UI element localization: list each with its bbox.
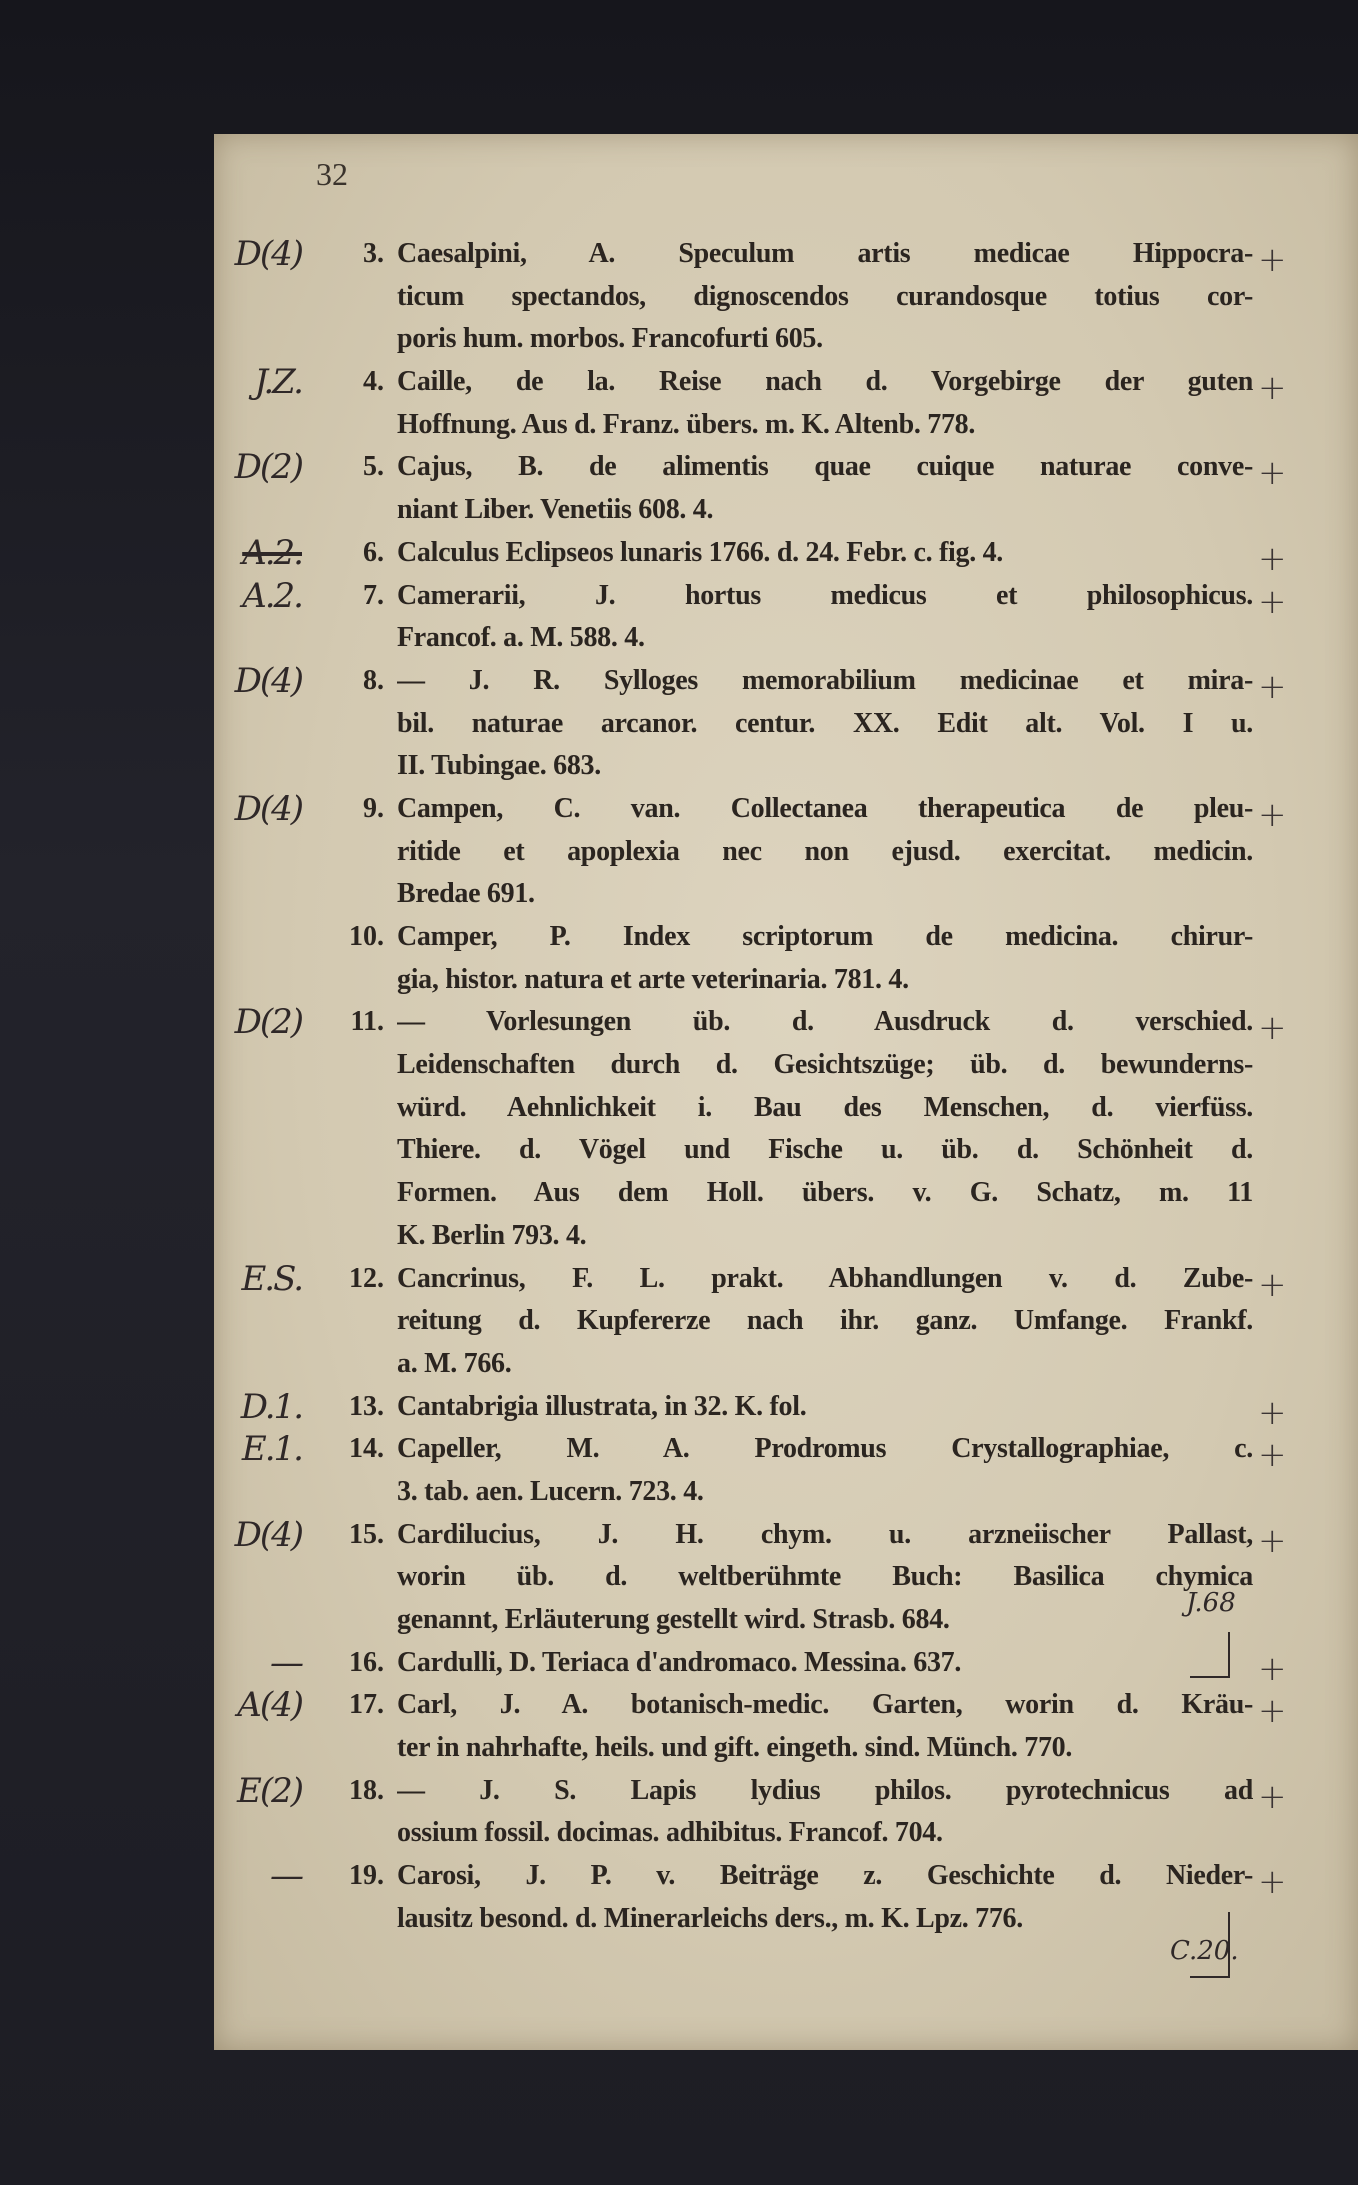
bibliography-entry <box>0 921 1358 1006</box>
bibliography-entry <box>0 362 1358 451</box>
entry-text-line: Campen, C. van. Collectanea therapeutica de pleu- <box>397 792 1253 824</box>
handwritten-check-mark: + <box>1258 453 1287 494</box>
handwritten-check-mark: + <box>1258 1520 1287 1561</box>
entry-text-line: — Vorlesungen üb. d. Ausdruck d. verschied. <box>397 1006 1253 1038</box>
bibliography-entry <box>0 532 1358 580</box>
handwritten-annotation: D(2) <box>234 447 302 488</box>
handwritten-check-mark: + <box>1258 1264 1287 1305</box>
entry-number: 9. <box>363 792 384 824</box>
entry-text-line: a. M. 766. <box>397 1347 512 1379</box>
bibliography-entry <box>0 1642 1358 1690</box>
bibliography-entry <box>0 1770 1358 1860</box>
handwritten-check-mark: + <box>1258 1435 1287 1476</box>
handwritten-annotation: — <box>270 1856 302 1897</box>
entry-text-line: gia, histor. natura et arte veterinaria. 781. 4. <box>397 963 909 995</box>
margin-note-j68: J.68 <box>1186 1588 1236 1618</box>
entry-number: 18. <box>349 1774 384 1806</box>
handwritten-annotation: D(4) <box>234 788 302 829</box>
handwritten-annotation: D(4) <box>234 660 302 701</box>
bibliography-list <box>0 234 1358 1946</box>
handwritten-check-mark: + <box>1258 1392 1287 1433</box>
handwritten-annotation: D(2) <box>234 1002 302 1043</box>
handwritten-annotation: D(4) <box>234 234 302 274</box>
handwritten-annotation: J.Z. <box>254 362 302 403</box>
entry-text-line: Carosi, J. P. v. Beiträge z. Geschichte d. Nieder- <box>397 1860 1253 1892</box>
entry-text-line: Thiere. d. Vögel und Fische u. üb. d. Schönheit d. <box>397 1134 1253 1166</box>
bibliography-entry <box>0 660 1358 793</box>
entry-text-line: ticum spectandos, dignoscendos curandosque totius cor- <box>397 280 1253 312</box>
handwritten-check-mark: + <box>1258 581 1287 622</box>
entry-text-line: II. Tubingae. 683. <box>397 750 601 782</box>
handwritten-check-mark: + <box>1258 1862 1287 1903</box>
entry-number: 12. <box>349 1262 384 1294</box>
handwritten-annotation: A.2. <box>242 532 302 573</box>
entry-text-line: 3. tab. aen. Lucern. 723. 4. <box>397 1475 704 1507</box>
entry-text-line: Capeller, M. A. Prodromus Crystallographiae, c. <box>397 1433 1253 1465</box>
handwritten-annotation: E(2) <box>237 1770 302 1811</box>
entry-text-line: — J. S. Lapis lydius philos. pyrotechnicus ad <box>397 1774 1253 1806</box>
handwritten-check-mark: + <box>1258 1691 1287 1732</box>
bibliography-entry <box>0 575 1358 665</box>
entry-text-line: Cardulli, D. Teriaca d'andromaco. Messina. 637. <box>397 1646 962 1678</box>
entry-number: 19. <box>349 1860 384 1892</box>
entry-text-line: niant Liber. Venetiis 608. 4. <box>397 494 714 526</box>
handwritten-annotation: A.2. <box>242 575 302 616</box>
entry-text-line: worin üb. d. weltberühmte Buch: Basilica chymica <box>397 1561 1253 1593</box>
bibliography-entry <box>0 1386 1358 1434</box>
handwritten-check-mark: + <box>1258 240 1287 280</box>
margin-bracket <box>1190 1912 1230 1978</box>
handwritten-annotation: D.1. <box>240 1386 302 1427</box>
entry-text-line: poris hum. morbos. Francofurti 605. <box>397 323 823 355</box>
bibliography-entry <box>0 234 1358 366</box>
entry-text-line: — J. R. Sylloges memorabilium medicinae et mira- <box>397 664 1253 696</box>
entry-text-line: ritide et apoplexia nec non ejusd. exercitat. medicin. <box>397 835 1253 867</box>
bibliography-entry <box>0 1429 1358 1518</box>
bibliography-entry <box>0 1856 1358 1945</box>
entry-number: 13. <box>349 1390 384 1422</box>
entry-text-line: bil. naturae arcanor. centur. XX. Edit alt. Vol. I u. <box>397 707 1253 739</box>
bibliography-entry <box>0 1002 1358 1262</box>
entry-number: 4. <box>363 366 384 398</box>
entry-text-line: Formen. Aus dem Holl. übers. v. G. Schatz, m. 11 <box>397 1177 1253 1209</box>
entry-number: 10. <box>349 921 384 952</box>
entry-number: 5. <box>363 451 384 483</box>
entry-text-line: ossium fossil. docimas. adhibitus. Francof. 704. <box>397 1817 943 1849</box>
entry-text-line: Cantabrigia illustrata, in 32. K. fol. <box>397 1390 807 1422</box>
entry-text-line: K. Berlin 793. 4. <box>397 1219 587 1251</box>
entry-number: 11. <box>350 1006 384 1038</box>
handwritten-annotation: E.1. <box>241 1429 302 1470</box>
entry-text-line: genannt, Erläuterung gestellt wird. Strasb. 684. <box>397 1604 950 1635</box>
entry-text-line: lausitz besond. d. Minerarleichs ders., m. K. Lpz. 776. <box>397 1902 1023 1934</box>
entry-text-line: reitung d. Kupfererze nach ihr. ganz. Umfange. Frankf. <box>397 1305 1253 1337</box>
handwritten-check-mark: + <box>1258 666 1287 707</box>
entry-number: 8. <box>363 664 384 696</box>
entry-text-line: Cardilucius, J. H. chym. u. arzneiischer Pallast, <box>397 1518 1253 1550</box>
handwritten-annotation: E.S. <box>241 1258 302 1299</box>
bibliography-entry <box>0 447 1358 536</box>
entry-text-line: würd. Aehnlichkeit i. Bau des Menschen, d. vierfüss. <box>397 1091 1253 1123</box>
margin-note-c20: C.20. <box>1170 1936 1239 1966</box>
entry-text-line: Leidenschaften durch d. Gesichtszüge; üb. d. bewunderns- <box>397 1049 1253 1081</box>
bibliography-entry <box>0 788 1358 921</box>
handwritten-check-mark: + <box>1258 1648 1287 1689</box>
bibliography-entry <box>0 1685 1358 1774</box>
handwritten-check-mark: + <box>1258 794 1287 835</box>
entry-number: 14. <box>349 1433 384 1465</box>
entry-text-line: Caille, de la. Reise nach d. Vorgebirge der guten <box>397 366 1253 398</box>
handwritten-annotation: — <box>270 1642 302 1683</box>
entry-text-line: Cajus, B. de alimentis quae cuique naturae conve- <box>397 451 1253 483</box>
handwritten-check-mark: + <box>1258 538 1287 579</box>
handwritten-check-mark: + <box>1258 1008 1287 1049</box>
entry-text-line: Camerarii, J. hortus medicus et philosophicus. <box>397 579 1253 611</box>
entry-text-line: Calculus Eclipseos lunaris 1766. d. 24. Febr. c. fig. 4. <box>397 536 1003 568</box>
entry-text-line: Bredae 691. <box>397 878 535 910</box>
entry-text-line: Francof. a. M. 588. 4. <box>397 622 645 654</box>
handwritten-check-mark: + <box>1258 368 1287 409</box>
entry-text-line: Hoffnung. Aus d. Franz. übers. m. K. Altenb. 778. <box>397 408 976 440</box>
entry-number: 15. <box>349 1518 384 1550</box>
bibliography-entry <box>0 1514 1358 1647</box>
handwritten-annotation: D(4) <box>234 1514 302 1555</box>
handwritten-annotation: A(4) <box>237 1685 302 1726</box>
entry-text-line: Caesalpini, A. Speculum artis medicae Hippocra- <box>397 238 1253 269</box>
entry-number: 7. <box>363 579 384 611</box>
entry-text-line: Camper, P. Index scriptorum de medicina. chirur- <box>397 921 1253 952</box>
bibliography-entry <box>0 1258 1358 1391</box>
entry-number: 16. <box>349 1646 384 1678</box>
handwritten-check-mark: + <box>1258 1776 1287 1817</box>
entry-number: 6. <box>363 536 384 568</box>
page-number: 32 <box>316 156 348 192</box>
entry-number: 17. <box>349 1689 384 1721</box>
entry-text-line: Cancrinus, F. L. prakt. Abhandlungen v. d. Zube- <box>397 1262 1253 1294</box>
entry-number: 3. <box>363 238 384 269</box>
entry-text-line: ter in nahrhafte, heils. und gift. eingeth. sind. Münch. 770. <box>397 1732 1073 1764</box>
margin-bracket <box>1190 1632 1230 1678</box>
entry-text-line: Carl, J. A. botanisch-medic. Garten, worin d. Kräu- <box>397 1689 1253 1721</box>
